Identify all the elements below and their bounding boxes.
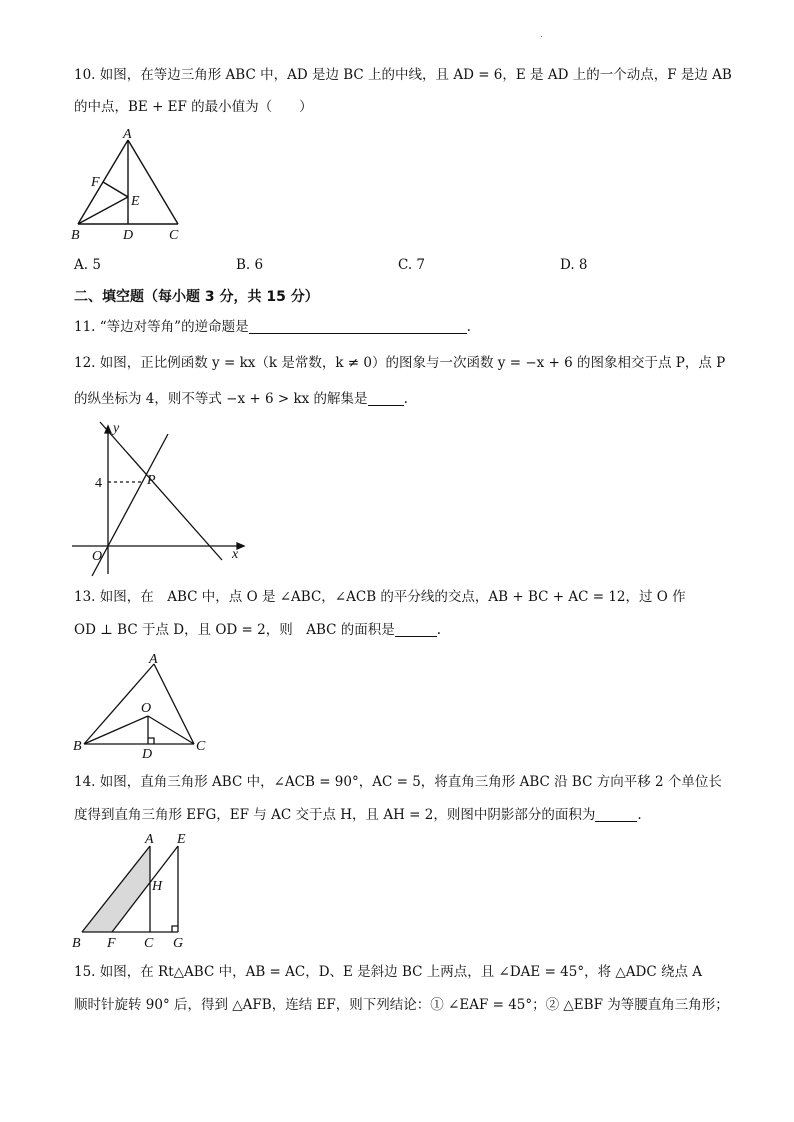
q14-text-line1: 14. 如图，直角三角形 ABC 中，∠ACB = 90°，AC = 5，将直角三角形 ABC 沿 BC 方向平移 2 个单位长 bbox=[74, 774, 722, 790]
label-four: 4 bbox=[95, 476, 102, 491]
q12-line2 bbox=[74, 390, 408, 408]
label-c: C bbox=[196, 739, 206, 754]
q11-end: . bbox=[466, 319, 471, 335]
q14-translation-figure bbox=[66, 830, 206, 952]
q12-end: . bbox=[403, 391, 408, 407]
label-o: O bbox=[141, 701, 152, 716]
right-angle-mark-g bbox=[172, 926, 178, 932]
q14-line2 bbox=[74, 806, 642, 824]
label-b: B bbox=[73, 739, 82, 754]
section-2-heading: 二、填空题（每小题 3 分，共 15 分） bbox=[74, 289, 319, 305]
label-f: F bbox=[91, 175, 100, 190]
q10-text-line1: 10. 如图，在等边三角形 ABC 中，AD 是边 BC 上的中线，且 AD = 6，E 是 AD 上的一个动点，F 是边 AB bbox=[74, 67, 732, 83]
q10-text-line2: 的中点，BE + EF 的最小值为（ ） bbox=[74, 99, 313, 115]
header-mark: . bbox=[540, 30, 543, 39]
label-b: B bbox=[72, 936, 81, 951]
q13-line2 bbox=[74, 621, 441, 639]
label-a: A bbox=[145, 832, 154, 847]
label-c: C bbox=[169, 228, 179, 243]
q13-answer-blank[interactable] bbox=[395, 622, 437, 637]
label-e: E bbox=[131, 194, 140, 209]
q10-option-c: C. 7 bbox=[398, 257, 426, 273]
q12-text-line1: 12. 如图，正比例函数 y = kx（k 是常数，k ≠ 0）的图象与一次函数 y = −x + 6 的图象相交于点 P，点 P bbox=[74, 355, 726, 371]
q14-end: . bbox=[637, 807, 642, 823]
label-d: D bbox=[123, 228, 134, 243]
segment-fe bbox=[103, 182, 128, 197]
q13-triangle-figure bbox=[68, 648, 218, 760]
segment-ac bbox=[128, 140, 178, 224]
q14-text-line2: 度得到直角三角形 EFG，EF 与 AC 交于点 H，且 AH = 2，则图中阴影部分的面积为 bbox=[74, 807, 596, 823]
q14-answer-blank[interactable] bbox=[595, 807, 637, 822]
q13-text-line2: OD ⊥ BC 于点 D，且 OD = 2，则 ABC 的面积是 bbox=[74, 622, 395, 638]
label-h: H bbox=[152, 879, 163, 894]
label-g: G bbox=[173, 936, 184, 951]
label-p: P bbox=[147, 473, 156, 488]
label-b: B bbox=[71, 228, 80, 243]
label-e: E bbox=[177, 832, 186, 847]
right-angle-mark-d bbox=[148, 738, 154, 744]
q12-text-line2: 的纵坐标为 4，则不等式 −x + 6 > kx 的解集是 bbox=[74, 391, 368, 407]
label-a: A bbox=[123, 128, 132, 142]
label-y: y bbox=[113, 421, 120, 436]
q12-graph-figure bbox=[68, 418, 258, 580]
q15-text-line1: 15. 如图，在 Rt△ABC 中，AB = AC，D、E 是斜边 BC 上两点，且 ∠DAE = 45°，将 △ADC 绕点 A bbox=[74, 964, 703, 980]
q11-answer-blank[interactable] bbox=[249, 319, 467, 334]
q11-text: 11. “等边对等角”的逆命题是 bbox=[74, 319, 249, 335]
label-x: x bbox=[232, 547, 239, 562]
q10-option-a: A. 5 bbox=[74, 257, 101, 273]
label-a: A bbox=[149, 652, 158, 667]
q11-line bbox=[74, 318, 471, 336]
line-y-equals-minus-x-plus-6 bbox=[100, 422, 222, 560]
segment-ob bbox=[84, 716, 148, 744]
q10-option-b: B. 6 bbox=[236, 257, 264, 273]
q13-end: . bbox=[436, 622, 442, 638]
label-d: D bbox=[142, 747, 153, 760]
label-c: C bbox=[144, 936, 154, 951]
q10-option-d: D. 8 bbox=[560, 257, 588, 273]
label-f: F bbox=[107, 936, 116, 951]
label-o: O bbox=[92, 549, 103, 564]
q10-triangle-figure bbox=[68, 128, 188, 244]
q13-text-line1: 13. 如图，在 ABC 中，点 O 是 ∠ABC，∠ACB 的平分线的交点，AB + BC + AC = 12，过 O 作 bbox=[74, 589, 686, 605]
q12-answer-blank[interactable] bbox=[368, 391, 404, 406]
q15-text-line2: 顺时针旋转 90° 后，得到 △AFB，连结 EF，则下列结论：① ∠EAF = 45°；② △EBF 为等腰直角三角形； bbox=[74, 997, 729, 1013]
